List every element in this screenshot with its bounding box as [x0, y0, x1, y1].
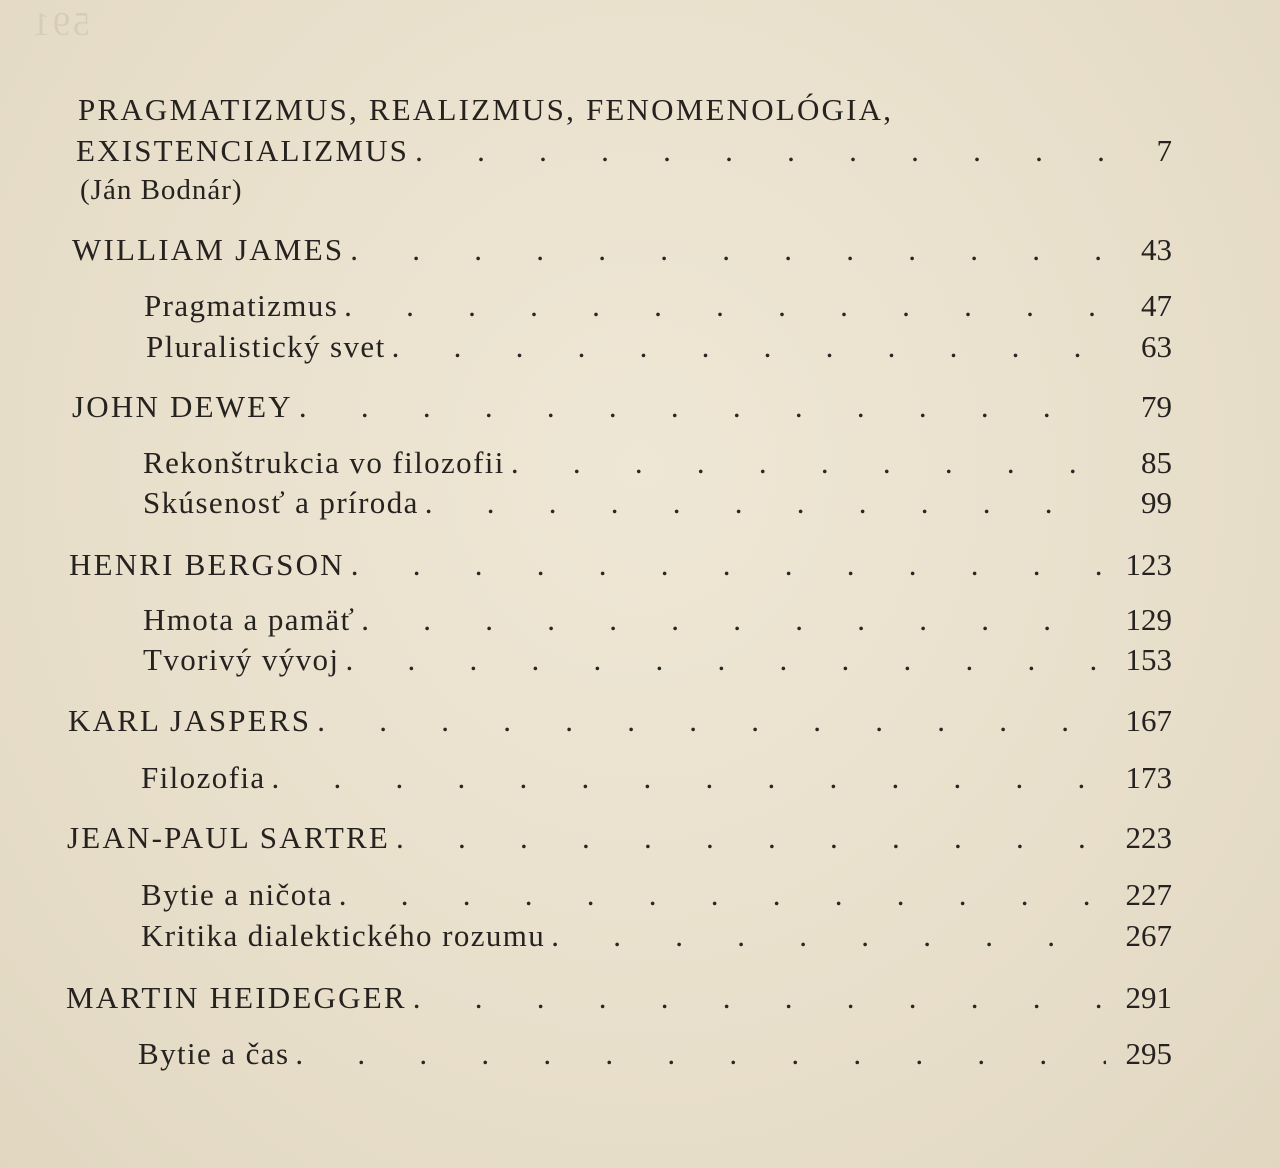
intro-author: (Ján Bodnár): [80, 174, 243, 206]
toc-subentry-pragmatizmus: [144, 288, 1172, 328]
toc-subentry-tvorivy-vyvoj: [143, 642, 1172, 682]
toc-entry-title: Skúsenosť a príroda: [143, 485, 419, 520]
toc-entry-william-james: [72, 232, 1172, 272]
toc-page-number: 223: [1125, 820, 1172, 855]
toc-page-number: 267: [1125, 918, 1172, 953]
dot-leader: [419, 485, 1106, 521]
toc-page-number: 47: [1141, 288, 1172, 323]
toc-entry-title: JOHN DEWEY: [72, 389, 293, 424]
toc-entry-martin-heidegger: [66, 980, 1172, 1020]
toc-entry-title: Bytie a ničota: [141, 877, 333, 912]
dot-leader: [338, 288, 1106, 324]
toc-page-number: 173: [1125, 760, 1172, 795]
toc-entry-title: Filozofia: [141, 760, 266, 795]
toc-entry-title: WILLIAM JAMES: [72, 232, 345, 267]
dot-leader: [505, 445, 1106, 481]
toc-page-number: 79: [1141, 389, 1172, 424]
dot-leader: [345, 547, 1106, 583]
toc-page-number: 63: [1141, 329, 1172, 364]
toc-entry-jean-paul-sartre: [67, 820, 1172, 860]
toc-entry-intro: [76, 133, 1172, 173]
toc-page-number: 99: [1141, 485, 1172, 520]
dot-leader: [266, 760, 1106, 796]
toc-entry-title: MARTIN HEIDEGGER: [66, 980, 407, 1015]
toc-subentry-kritika: [141, 918, 1172, 958]
toc-subentry-hmota-a-pamat: [143, 602, 1172, 642]
toc-page-number: 129: [1125, 602, 1172, 637]
dot-leader: [311, 703, 1106, 739]
dot-leader: [344, 232, 1106, 268]
dot-leader: [355, 602, 1106, 638]
toc-page-number: 85: [1141, 445, 1172, 480]
toc-entry-title: JEAN-PAUL SARTRE: [67, 820, 390, 855]
toc-page-number: 227: [1125, 877, 1172, 912]
dot-leader: [390, 820, 1106, 856]
toc-page-number: 295: [1125, 1036, 1172, 1071]
toc-entry-henri-bergson: [69, 547, 1172, 587]
toc-entry-title: HENRI BERGSON: [69, 547, 345, 582]
toc-subentry-pluralisticky-svet: [146, 329, 1172, 369]
toc-subentry-rekonstrukcia: [143, 445, 1172, 485]
toc-page-number: 153: [1125, 642, 1172, 677]
toc-entry-karl-jaspers: [68, 703, 1172, 743]
intro-title-line1: PRAGMATIZMUS, REALIZMUS, FENOMENOLÓGIA,: [78, 92, 894, 127]
toc-page-number: 123: [1125, 547, 1172, 582]
dot-leader: [409, 133, 1106, 169]
toc-page-number: 43: [1141, 232, 1172, 267]
toc-subentry-skusenost: [143, 485, 1172, 525]
toc-entry-title: Hmota a pamäť: [143, 602, 356, 637]
toc-subentry-filozofia: [141, 760, 1172, 800]
toc-page-number: 291: [1125, 980, 1172, 1015]
toc-entry-title: Bytie a čas: [138, 1036, 290, 1071]
book-page: 591 PRAGMATIZMUS, REALIZMUS, FENOMENOLÓGIA, EXISTENCIALIZMUS . 7 (Ján Bodnár) WILLIAM JAMES . 43 Pragmatizmus . 47 Pluralistický svet . 63 JOHN DEWEY . 79 Rekonštrukcia vo filozofii . 85 Skúsenosť a príroda . 99 HENRI BERGSON . 123 Hmota a pamäť . 129 Tvorivý vývoj . 153 KARL JASPERS . 167 Filozofia . 173 JEAN-PAUL SARTRE . 223 Bytie a ničota . 227 Kritika dialektického rozumu . 267 MARTIN HEIDEGGER . 291 Bytie a čas . 295: [0, 0, 1280, 1168]
toc-subentry-bytie-a-nicota: [141, 877, 1172, 917]
toc-entry-title: Pluralistický svet: [146, 329, 386, 364]
toc-page-number: 7: [1156, 133, 1172, 168]
dot-leader: [293, 389, 1106, 425]
dot-leader: [407, 980, 1106, 1016]
toc-entry-title: KARL JASPERS: [68, 703, 312, 738]
dot-leader: [545, 918, 1106, 954]
dot-leader: [333, 877, 1106, 913]
toc-page-number: 167: [1125, 703, 1172, 738]
dot-leader: [339, 642, 1106, 678]
toc-entry-title: Tvorivý vývoj: [143, 642, 340, 677]
dot-leader: [289, 1036, 1106, 1072]
toc-entry-john-dewey: [72, 389, 1172, 429]
toc-entry-title: Pragmatizmus: [144, 288, 339, 323]
dot-leader: [386, 329, 1106, 365]
toc-entry-title: EXISTENCIALIZMUS: [76, 133, 410, 168]
toc-entry-title: Kritika dialektického rozumu: [141, 918, 546, 953]
toc-entry-title: Rekonštrukcia vo filozofii: [143, 445, 505, 480]
toc-subentry-bytie-a-cas: [138, 1036, 1172, 1076]
